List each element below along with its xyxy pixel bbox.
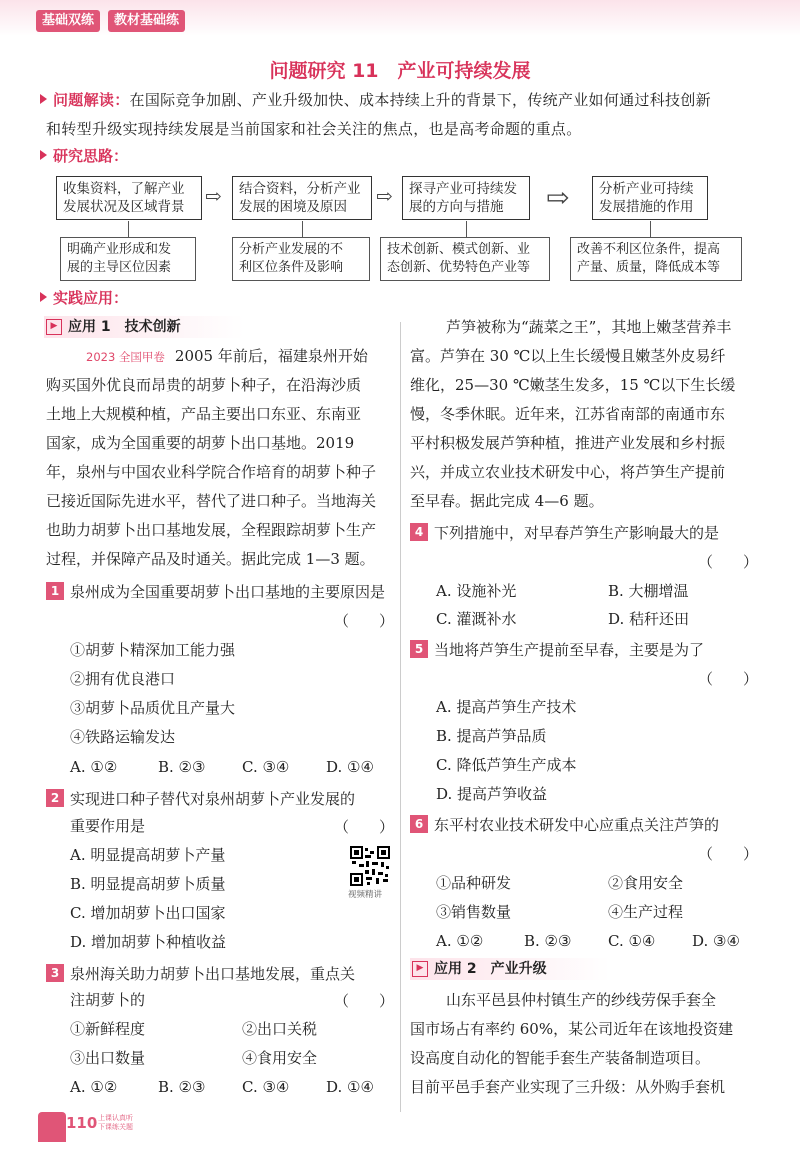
option-d[interactable]: D. ①④ bbox=[326, 758, 374, 776]
option-c[interactable]: C. ③④ bbox=[242, 1078, 290, 1096]
flow-step-2: 结合资料，分析产业 发展的困境及原因 bbox=[232, 176, 372, 220]
option-b[interactable]: B. 大棚增温 bbox=[608, 582, 689, 600]
option-b[interactable]: B. ②③ bbox=[158, 1078, 206, 1096]
question-1-stem: 1 泉州成为全国重要胡萝卜出口基地的主要原因是 bbox=[46, 578, 385, 607]
flow-sub-2: 分析产业发展的不 利区位条件及影响 bbox=[232, 237, 370, 281]
option-b[interactable]: B. 提高芦笋品质 bbox=[436, 727, 547, 745]
statement-item: ④生产过程 bbox=[608, 903, 684, 921]
statement-item: ③出口数量 bbox=[70, 1049, 146, 1067]
answer-blank: （ ） bbox=[698, 670, 759, 688]
option-c[interactable]: C. ①④ bbox=[608, 932, 656, 950]
question-5-stem: 5 当地将芦笋生产提前至早春，主要是为了 bbox=[410, 636, 704, 665]
question-3-stem-cont: 注胡萝卜的 bbox=[70, 991, 146, 1009]
answer-blank: （ ） bbox=[334, 818, 395, 836]
option-a[interactable]: A. 提高芦笋生产技术 bbox=[436, 698, 577, 716]
answer-blank: （ ） bbox=[698, 553, 759, 571]
header-tag-2: 教材基础练 bbox=[108, 10, 185, 32]
bullet-icon bbox=[40, 94, 47, 104]
option-d[interactable]: D. 秸秆还田 bbox=[608, 610, 690, 628]
mascot-icon bbox=[38, 1112, 66, 1142]
passage-2-line: 兴，并成立农业技术研发中心，将芦笋生产提前 bbox=[410, 463, 726, 481]
intro-text-1: 在国际竞争加剧、产业升级加快、成本持续上升的背景下，传统产业如何通过科技创新 bbox=[129, 91, 711, 109]
option-a[interactable]: A. ①② bbox=[436, 932, 484, 950]
passage-2-line: 芦笋被称为“蔬菜之王”，其地上嫩茎营养丰 bbox=[446, 318, 732, 336]
app1-heading: ▶ 应用 1 技术创新 bbox=[44, 316, 244, 338]
option-a[interactable]: A. ①② bbox=[70, 758, 118, 776]
passage-3-line: 国市场占有率约 60%，某公司近年在该地投资建 bbox=[410, 1020, 734, 1038]
passage-2-line: 平村积极发展芦笋种植，推进产业发展和乡村振 bbox=[410, 434, 726, 452]
option-d[interactable]: D. ①④ bbox=[326, 1078, 374, 1096]
connector bbox=[650, 221, 651, 237]
flow-arrow-icon: ⇨ bbox=[546, 181, 570, 214]
flow-step-1: 收集资料，了解产业 发展状况及区域背景 bbox=[56, 176, 202, 220]
app2-heading: ▶ 应用 2 产业升级 bbox=[410, 958, 610, 980]
header-tag-1: 基础双练 bbox=[36, 10, 100, 32]
passage-1-line: 已接近国际先进水平，替代了进口种子。当地海关 bbox=[46, 492, 377, 510]
practice-label: 实践应用： bbox=[40, 287, 128, 308]
flow-sub-1: 明确产业形成和发 展的主导区位因素 bbox=[60, 237, 196, 281]
bullet-icon bbox=[40, 292, 47, 302]
intro-line-1 bbox=[40, 86, 770, 115]
connector bbox=[128, 221, 129, 237]
flow-step-3: 探寻产业可持续发 展的方向与措施 bbox=[402, 176, 530, 220]
question-6-stem: 6 东平村农业技术研发中心应重点关注芦笋的 bbox=[410, 811, 719, 840]
play-icon: ▶ bbox=[46, 319, 62, 335]
statement-item: ④铁路运输发达 bbox=[70, 728, 176, 746]
option-d[interactable]: D. 增加胡萝卜种植收益 bbox=[70, 933, 227, 951]
passage-3-line: 设高度自动化的智能手套生产装备制造项目。 bbox=[410, 1049, 711, 1067]
question-2-stem: 2 实现进口种子替代对泉州胡萝卜产业发展的 bbox=[46, 785, 355, 814]
passage-2-line: 富。芦笋在 30 ℃以上生长缓慢且嫩茎外皮易纤 bbox=[410, 347, 726, 365]
passage-2-line: 慢，冬季休眠。近年来，江苏省南部的南通市东 bbox=[410, 405, 726, 423]
flow-sub-3: 技术创新、模式创新、业 态创新、优势特色产业等 bbox=[380, 237, 550, 281]
connector bbox=[302, 221, 303, 237]
statement-item: ④食用安全 bbox=[242, 1049, 318, 1067]
question-3-stem: 3 泉州海关助力胡萝卜出口基地发展，重点关 bbox=[46, 960, 355, 989]
passage-1-line: 国家，成为全国重要的胡萝卜出口基地。2019 bbox=[46, 434, 355, 452]
flow-step-4: 分析产业可持续 发展措施的作用 bbox=[592, 176, 708, 220]
passage-3-line: 目前平邑手套产业实现了三升级：从外购手套机 bbox=[410, 1078, 726, 1096]
page-title: 问题研究 11 产业可持续发展 bbox=[269, 60, 531, 82]
intro-line-2: 和转型升级实现持续发展是当前国家和社会关注的焦点，也是高考命题的重点。 bbox=[46, 120, 582, 138]
bullet-icon bbox=[40, 150, 47, 160]
option-d[interactable]: D. 提高芦笋收益 bbox=[436, 785, 548, 803]
qr-code-icon[interactable] bbox=[350, 846, 390, 886]
passage-3-line: 山东平邑县仲村镇生产的纱线劳保手套全 bbox=[446, 991, 717, 1009]
statement-item: ①胡萝卜精深加工能力强 bbox=[70, 641, 236, 659]
option-c[interactable]: C. 增加胡萝卜出口国家 bbox=[70, 904, 226, 922]
flow-arrow-icon: ⇨ bbox=[376, 184, 393, 208]
statement-item: ①品种研发 bbox=[436, 874, 512, 892]
footer-note: 上课认真听 下课练关题 bbox=[98, 1114, 133, 1131]
statement-item: ②拥有优良港口 bbox=[70, 670, 176, 688]
question-2-stem-cont: 重要作用是 bbox=[70, 817, 146, 835]
statement-item: ③销售数量 bbox=[436, 903, 512, 921]
column-divider bbox=[400, 322, 401, 1112]
option-b[interactable]: B. ②③ bbox=[524, 932, 572, 950]
option-a[interactable]: A. 明显提高胡萝卜产量 bbox=[70, 846, 226, 864]
passage-1-line: 购买国外优良而昂贵的胡萝卜种子，在沿海沙质 bbox=[46, 376, 362, 394]
option-b[interactable]: B. 明显提高胡萝卜质量 bbox=[70, 875, 226, 893]
passage-1-line: 过程，并保障产品及时通关。据此完成 1—3 题。 bbox=[46, 550, 375, 568]
option-c[interactable]: C. 灌溉补水 bbox=[436, 610, 517, 628]
flow-sub-4: 改善不利区位条件，提高 产量、质量，降低成本等 bbox=[570, 237, 742, 281]
page-number: 110 bbox=[66, 1114, 98, 1132]
answer-blank: （ ） bbox=[698, 845, 759, 863]
connector bbox=[466, 221, 467, 237]
statement-item: ①新鲜程度 bbox=[70, 1020, 146, 1038]
passage-1-line: 年，泉州与中国农业科学院合作培育的胡萝卜种子 bbox=[46, 463, 377, 481]
answer-blank: （ ） bbox=[334, 612, 395, 630]
passage-1-line: 土地上大规模种植，产品主要出口东亚、东南亚 bbox=[46, 405, 362, 423]
intro-label: 问题解读： bbox=[53, 91, 130, 109]
qr-label: 视频精讲 bbox=[348, 890, 383, 900]
source-tag: 2023 全国甲卷 bbox=[86, 350, 165, 364]
statement-item: ②食用安全 bbox=[608, 874, 684, 892]
research-label: 研究思路： bbox=[40, 145, 128, 166]
option-c[interactable]: C. 降低芦笋生产成本 bbox=[436, 756, 577, 774]
option-a[interactable]: A. 设施补光 bbox=[436, 582, 517, 600]
passage-2-line: 维化，25—30 ℃嫩茎生发多，15 ℃以下生长缓 bbox=[410, 376, 736, 394]
play-icon: ▶ bbox=[412, 961, 428, 977]
option-b[interactable]: B. ②③ bbox=[158, 758, 206, 776]
question-4-stem: 4 下列措施中，对早春芦笋生产影响最大的是 bbox=[410, 519, 719, 548]
answer-blank: （ ） bbox=[334, 992, 395, 1010]
flow-arrow-icon: ⇨ bbox=[205, 184, 222, 208]
option-a[interactable]: A. ①② bbox=[70, 1078, 118, 1096]
passage-1-line: 也助力胡萝卜出口基地发展，全程跟踪胡萝卜生产 bbox=[46, 521, 377, 539]
statement-item: ③胡萝卜品质优且产量大 bbox=[70, 699, 236, 717]
passage-1-line: 2023 全国甲卷 2005 年前后，福建泉州开始 bbox=[86, 347, 368, 365]
option-c[interactable]: C. ③④ bbox=[242, 758, 290, 776]
option-d[interactable]: D. ③④ bbox=[692, 932, 740, 950]
passage-2-line: 至早春。据此完成 4—6 题。 bbox=[410, 492, 604, 510]
statement-item: ②出口关税 bbox=[242, 1020, 318, 1038]
